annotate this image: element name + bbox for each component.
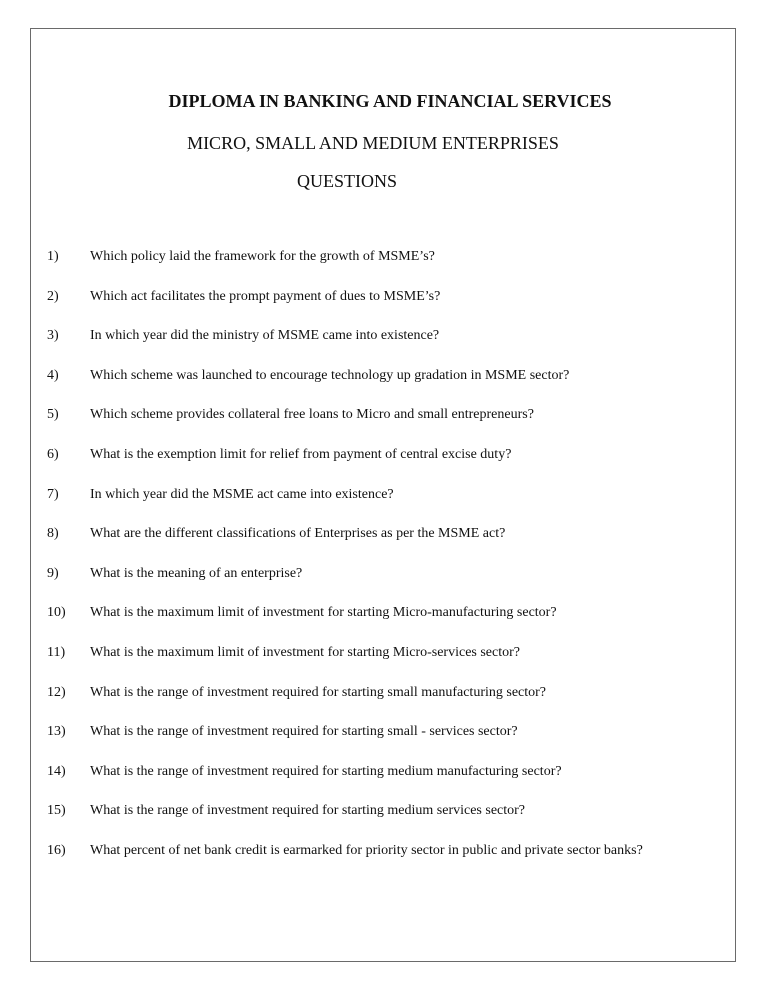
question-item: [47, 248, 679, 288]
document-subtitle: MICRO, SMALL AND MEDIUM ENTERPRISES: [187, 133, 559, 153]
question-item: [47, 288, 679, 328]
section-label: QUESTIONS: [296, 171, 397, 191]
question-item: [47, 644, 679, 684]
question-text: What is the exemption limit for relief from payment of central excise duty?: [90, 446, 512, 462]
question-list: [47, 248, 679, 882]
question-number: 3): [47, 328, 59, 344]
question-number: 13): [47, 724, 66, 740]
question-text: In which year did the MSME act came into existence?: [90, 486, 394, 502]
question-text: In which year did the ministry of MSME came into existence?: [90, 328, 440, 344]
question-item: [47, 802, 679, 842]
question-number: 5): [47, 407, 59, 423]
question-number: 15): [47, 803, 66, 819]
question-number: 7): [47, 486, 59, 502]
question-number: 6): [47, 446, 59, 462]
question-item: [47, 446, 679, 486]
question-item: [47, 763, 679, 803]
question-text: What is the range of investment required for starting small - services sector?: [90, 724, 518, 740]
question-text: What is the range of investment required for starting medium services sector?: [90, 803, 526, 819]
question-text: Which scheme was launched to encourage technology up gradation in MSME sector?: [90, 367, 570, 383]
question-number: 11): [47, 644, 66, 660]
question-item: [47, 525, 679, 565]
question-number: 12): [47, 684, 66, 700]
question-number: 2): [47, 288, 59, 304]
document-title: DIPLOMA IN BANKING AND FINANCIAL SERVICES: [168, 91, 612, 111]
question-item: [47, 604, 679, 644]
question-item: [47, 723, 679, 763]
question-text: What is the meaning of an enterprise?: [90, 565, 303, 581]
question-number: 10): [47, 605, 66, 621]
question-item: [47, 406, 679, 446]
question-text: Which scheme provides collateral free loans to Micro and small entrepreneurs?: [90, 407, 534, 423]
question-item: [47, 367, 679, 407]
question-text: What percent of net bank credit is earmarked for priority sector in public and private sector banks?: [90, 842, 643, 858]
question-item: [47, 842, 679, 882]
question-item: [47, 684, 679, 724]
question-item: [47, 327, 679, 367]
question-number: 16): [47, 842, 66, 858]
question-text: Which policy laid the framework for the growth of MSME’s?: [90, 249, 435, 264]
question-number: 9): [47, 565, 59, 581]
question-text: What is the maximum limit of investment for starting Micro-services sector?: [90, 644, 521, 660]
question-item: [47, 486, 679, 526]
question-text: What are the different classifications of Enterprises as per the MSME act?: [90, 526, 506, 542]
question-text: What is the maximum limit of investment for starting Micro-manufacturing sector?: [90, 605, 557, 621]
question-text: What is the range of investment required for starting small manufacturing sector?: [90, 684, 547, 700]
question-text: What is the range of investment required for starting medium manufacturing sector?: [90, 763, 562, 779]
question-item: [47, 565, 679, 605]
question-number: 14): [47, 763, 66, 779]
question-number: 1): [47, 249, 59, 264]
question-number: 8): [47, 526, 59, 542]
question-number: 4): [47, 367, 59, 383]
question-text: Which act facilitates the prompt payment of dues to MSME’s?: [90, 288, 441, 304]
